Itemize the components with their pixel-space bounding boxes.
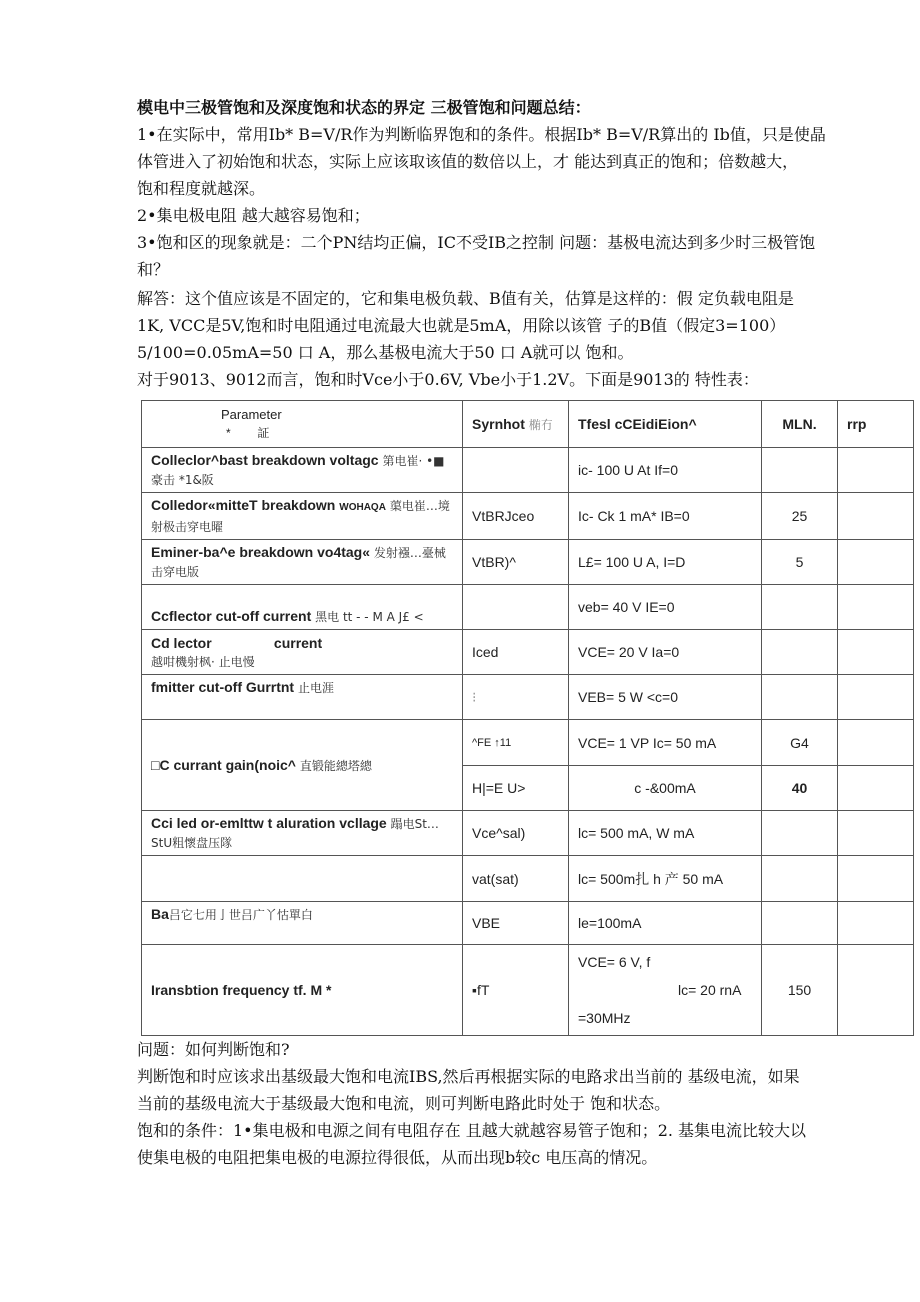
param-name-small: WOHAQA: [339, 502, 386, 513]
condition-cell: lc= 500m扎 h 产 50 mA: [569, 856, 762, 902]
typ-cell: [838, 811, 914, 856]
param-name: Colleclor^bast breakdown voltagc: [151, 452, 379, 468]
symbol-cell: [463, 448, 569, 493]
min-cell: [762, 675, 838, 720]
header-symbol: [463, 401, 569, 448]
symbol-cell: VtBRJceo: [463, 493, 569, 540]
param-name-zh: 黑电 tt - - M A J£ <: [315, 610, 424, 624]
table-row: [142, 630, 914, 675]
symbol-cell: ▪fT: [463, 945, 569, 1036]
header-condition: [569, 401, 762, 448]
condition-cell: le=100mA: [569, 902, 762, 945]
table-row: [142, 945, 914, 1036]
text-line: 2•集电极电阻 越大越容易饱和；: [137, 206, 370, 225]
min-cell: 5: [762, 540, 838, 585]
param-cell: [142, 630, 463, 675]
table-row: [142, 540, 914, 585]
symbol-cell: H|=E U>: [463, 766, 569, 811]
condition-cell: ic- 100 U At If=0: [569, 448, 762, 493]
table-row: [142, 675, 914, 720]
param-name-zh: 蹋电St…StU粗懷盘压隊: [151, 817, 439, 850]
param-cell: [142, 540, 463, 585]
param-cell: [142, 720, 463, 811]
condition-line: VCE= 6 V, f: [578, 954, 651, 970]
header-min: [762, 401, 838, 448]
typ-cell: [838, 585, 914, 630]
param-name: Eminer-ba^e breakdown vo4tag«: [151, 544, 371, 560]
min-cell: [762, 630, 838, 675]
symbol-cell: ^FE ↑11: [463, 720, 569, 766]
param-cell: [142, 902, 463, 945]
condition-cell: VCE= 1 VP Ic= 50 mA: [569, 720, 762, 766]
min-cell: [762, 856, 838, 902]
typ-cell: [838, 856, 914, 902]
param-cell: [142, 493, 463, 540]
text-line: 1K, VCC是5V,饱和时电阻通过电流最大也就是5mA，用除以该管 子的B值（假定3=100）: [137, 316, 786, 335]
table-header-row: [142, 401, 914, 448]
text-line: 判断饱和时应该求出基级最大饱和电流IBS,然后再根据实际的电路求出当前的 基级电流，如果: [137, 1067, 800, 1086]
header-parameter-label: Parameter: [221, 407, 282, 422]
typ-cell: [838, 902, 914, 945]
param-name-zh: 直锻能總塔總: [299, 758, 372, 773]
text-line: 和？: [137, 260, 170, 279]
param-cell: [142, 585, 463, 630]
header-min-label: MLN.: [782, 416, 817, 432]
symbol-cell: VtBR)^: [463, 540, 569, 585]
typ-cell: [838, 493, 914, 540]
param-name: Cd lector current: [151, 634, 323, 651]
param-cell: [142, 945, 463, 1036]
typ-cell: [838, 630, 914, 675]
table-row: [142, 720, 914, 766]
condition-line: =30MHz: [578, 1010, 631, 1026]
text-line: 饱和的条件：1•集电极和电源之间有电阻存在 且越大就越容易管子饱和；2. 基集电流比较大以: [137, 1121, 807, 1140]
min-cell: 25: [762, 493, 838, 540]
typ-cell: [838, 448, 914, 493]
text-line: 5/100=0.05mA=50 口 A，那么基极电流大于50 口 A就可以 饱和。: [137, 343, 634, 362]
param-name: Ba: [151, 906, 169, 922]
param-name-zh: 第电崔· •■豪击 *1&阪: [151, 454, 445, 487]
min-cell: 40: [762, 766, 838, 811]
text-line: 体管进入了初始饱和状态，实际上应该取该值的数倍以上，才 能达到真正的饱和；倍数越大，: [137, 152, 799, 171]
param-name-zh: 发射襁…臺械击穿电版: [151, 546, 446, 579]
condition-cell: veb= 40 V IE=0: [569, 585, 762, 630]
table-row: [142, 448, 914, 493]
symbol-cell: ⁝: [463, 675, 569, 720]
text-line: 3•饱和区的现象就是：二个PN结均正偏，IC不受IB之控制 问题：基极电流达到多少时三极管饱: [137, 233, 816, 252]
min-cell: G4: [762, 720, 838, 766]
symbol-cell: vat(sat): [463, 856, 569, 902]
min-cell: [762, 448, 838, 493]
typ-cell: [838, 945, 914, 1036]
min-cell: [762, 902, 838, 945]
param-cell: [142, 675, 463, 720]
table-row: [142, 585, 914, 630]
header-parameter: [142, 401, 463, 448]
param-name-zh: 吕它七用亅世吕广丫怙單白: [168, 908, 313, 922]
text-line: 问题：如何判断饱和?: [137, 1040, 290, 1059]
param-name: Ccflector cut-off current: [151, 608, 312, 624]
condition-cell: VCE= 20 V Ia=0: [569, 630, 762, 675]
spec-table: [141, 400, 914, 1036]
condition-cell: L£= 100 U A, I=D: [569, 540, 762, 585]
symbol-cell: Iced: [463, 630, 569, 675]
param-name: Iransbtion frequency tf. M *: [151, 982, 332, 998]
header-typ-label: rrp: [847, 416, 867, 432]
text-line: 使集电极的电阻把集电极的电源拉得很低，从而出现b较c 电压高的情况。: [137, 1148, 658, 1167]
condition-line: lc= 20 rnA: [678, 982, 742, 998]
param-cell: [142, 448, 463, 493]
table-row: [142, 856, 914, 902]
text-line: 1•在实际中，常用Ib* B=V/R作为判断临界饱和的条件。根据Ib* B=V/R算出的 Ib值，只是使晶: [137, 125, 826, 144]
header-condition-label: Tfesl cCEidiEion^: [578, 416, 697, 432]
table-row: [142, 902, 914, 945]
header-parameter-sub: * 証: [226, 426, 270, 440]
condition-cell: c -&00mA: [569, 766, 762, 811]
condition-cell: [569, 945, 762, 1036]
table-row: [142, 811, 914, 856]
text-line: 解答：这个值应该是不固定的，它和集电极负载、B值有关，估算是这样的：假 定负载电阻是: [137, 289, 794, 308]
condition-cell: Ic- Ck 1 mA* IB=0: [569, 493, 762, 540]
header-symbol-zh: 椭冇: [528, 417, 553, 432]
typ-cell: [838, 675, 914, 720]
text-line: 当前的基级电流大于基级最大饱和电流，则可判断电路此时处于 饱和状态。: [137, 1094, 671, 1113]
param-name: □C currant gain(noic^: [151, 756, 296, 773]
typ-cell: [838, 540, 914, 585]
symbol-cell: Vce^sal): [463, 811, 569, 856]
header-typ: [838, 401, 914, 448]
table-row: [142, 493, 914, 540]
min-cell: [762, 811, 838, 856]
param-name: Cci led or-emlttw t aluration vcllage: [151, 815, 387, 831]
param-cell: [142, 856, 463, 902]
typ-cell: [838, 766, 914, 811]
param-name-zh: 蕖电崔…境射极击穿电曜: [151, 499, 450, 534]
param-name-zh: 止电涯: [297, 681, 334, 695]
param-cell: [142, 811, 463, 856]
document-heading: 模电中三极管饱和及深度饱和状态的界定 三极管饱和问题总结：: [137, 98, 591, 117]
condition-cell: VEB= 5 W <c=0: [569, 675, 762, 720]
condition-cell: lc= 500 mA, W mA: [569, 811, 762, 856]
text-line: 对于9013、9012而言，饱和时Vce小于0.6V, Vbe小于1.2V。下面是9013的 特性表：: [137, 370, 759, 389]
text-line: 饱和程度就越深。: [137, 179, 266, 198]
param-name-zh: 越咁機射枫· 止电慢: [151, 654, 255, 669]
min-cell: 150: [762, 945, 838, 1036]
typ-cell: [838, 720, 914, 766]
symbol-cell: [463, 585, 569, 630]
param-name: Colledor«mitteT breakdown: [151, 497, 336, 513]
param-name: fmitter cut-off Gurrtnt: [151, 679, 295, 695]
min-cell: [762, 585, 838, 630]
symbol-cell: VBE: [463, 902, 569, 945]
header-symbol-label: Syrnhot: [472, 415, 525, 432]
